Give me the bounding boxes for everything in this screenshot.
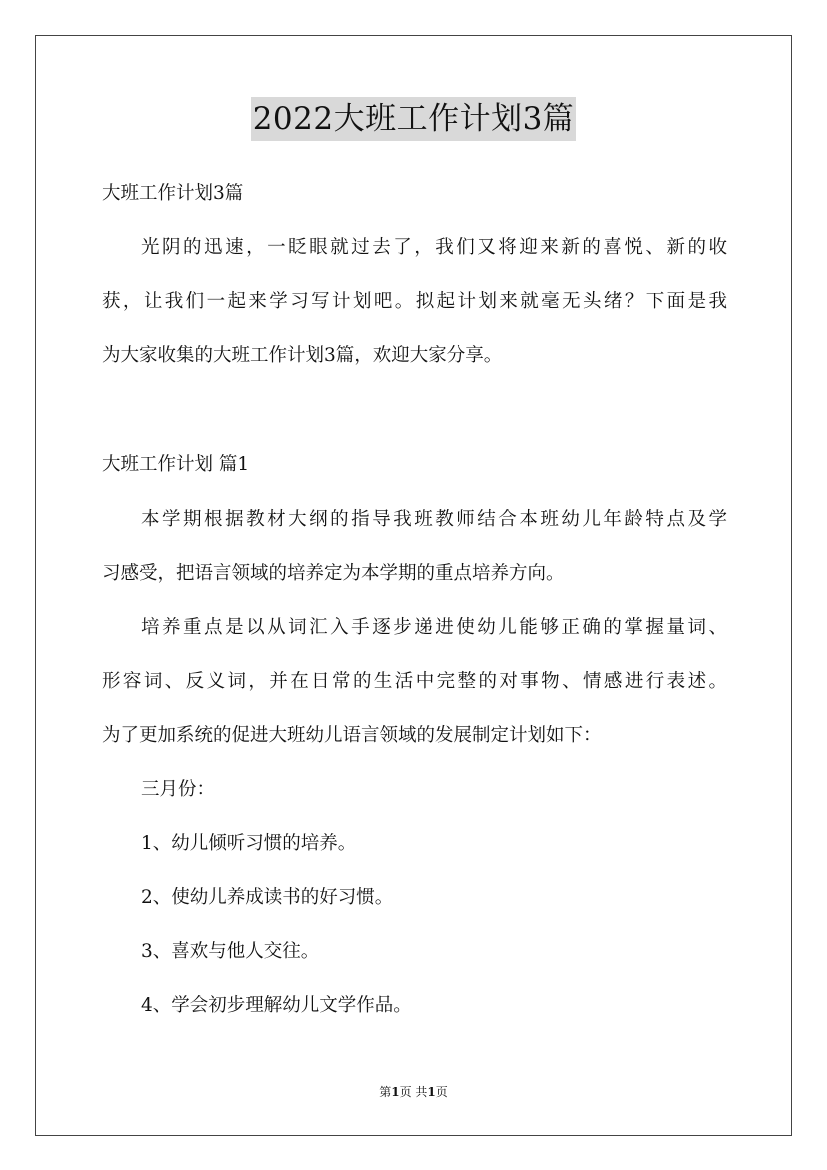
subtitle: 大班工作计划3篇 xyxy=(102,183,244,204)
para2-line-3: 为了更加系统的促进大班幼儿语言领域的发展制定计划如下： xyxy=(102,725,602,746)
document-title: 2022大班工作计划3篇 xyxy=(251,97,577,141)
page-current: 1 xyxy=(391,1085,400,1099)
page-footer xyxy=(0,1083,827,1101)
para1-line-1: 本学期根据教材大纲的指导我班教师结合本班幼儿年龄特点及学 xyxy=(141,509,727,530)
page-suffix: 页 xyxy=(435,1085,448,1099)
para2-line-1: 培养重点是以从词汇入手逐步递进使幼儿能够正确的掌握量词、 xyxy=(141,617,727,638)
list-item: 1、幼儿倾听习惯的培养。 xyxy=(141,833,357,854)
intro-line-3: 为大家收集的大班工作计划3篇，欢迎大家分享。 xyxy=(102,345,503,366)
page-total: 1 xyxy=(427,1085,436,1099)
list-item: 4、学会初步理解幼儿文学作品。 xyxy=(141,995,412,1016)
title-container xyxy=(0,97,827,141)
list-item: 2、使幼儿养成读书的好习惯。 xyxy=(141,887,394,908)
page-prefix: 第 xyxy=(379,1085,392,1099)
month-heading: 三月份： xyxy=(141,779,216,800)
section-heading: 大班工作计划 篇1 xyxy=(102,454,250,475)
intro-line-2: 获，让我们一起来学习写计划吧。拟起计划来就毫无头绪？下面是我 xyxy=(102,291,727,312)
page-mid: 页 共 xyxy=(399,1085,428,1099)
para1-line-2: 习感受，把语言领域的培养定为本学期的重点培养方向。 xyxy=(102,563,565,584)
intro-line-1: 光阴的迅速，一眨眼就过去了，我们又将迎来新的喜悦、新的收 xyxy=(141,237,727,258)
para2-line-2: 形容词、反义词，并在日常的生活中完整的对事物、情感进行表述。 xyxy=(102,671,727,692)
list-item: 3、喜欢与他人交往。 xyxy=(141,941,320,962)
